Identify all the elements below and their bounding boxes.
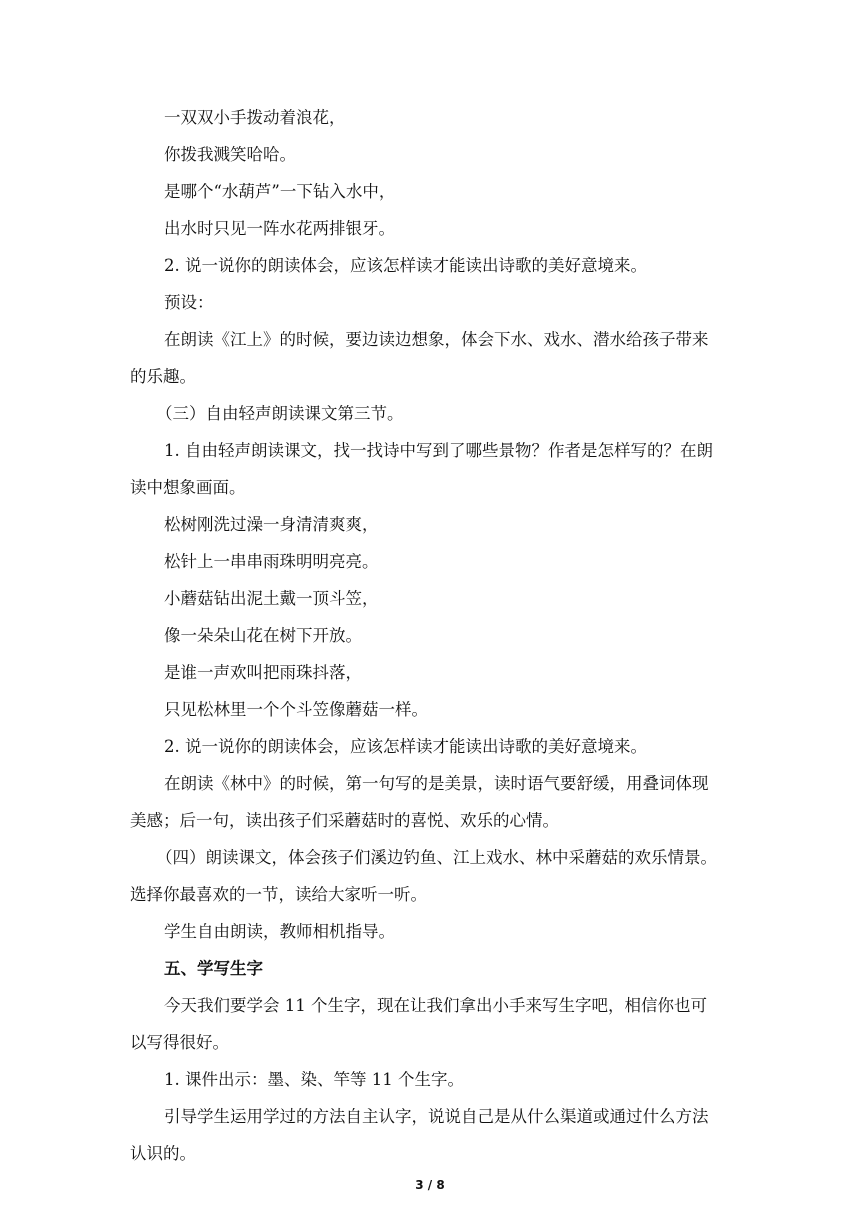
section-heading: （四）朗读课文，体会孩子们溪边钓鱼、江上戏水、林中采蘑菇的欢乐情景。 — [156, 848, 717, 867]
poem-line: 是谁一声欢叫把雨珠抖落， — [164, 663, 362, 682]
paragraph: 预设： — [164, 293, 214, 312]
paragraph: 认识的。 — [130, 1144, 196, 1163]
section-heading: （三）自由轻声朗读课文第三节。 — [156, 404, 404, 423]
paragraph: 选择你最喜欢的一节，读给大家听一听。 — [130, 885, 427, 904]
poem-line: 小蘑菇钻出泥土戴一顶斗笠， — [164, 589, 379, 608]
paragraph: 的乐趣。 — [130, 367, 196, 386]
poem-line: 出水时只见一阵水花两排银牙。 — [164, 219, 395, 238]
poem-line: 像一朵朵山花在树下开放。 — [164, 626, 362, 645]
paragraph: 引导学生运用学过的方法自主认字，说说自己是从什么渠道或通过什么方法 — [164, 1107, 709, 1126]
paragraph: 以写得很好。 — [130, 1033, 229, 1052]
paragraph: 2. 说一说你的朗读体会，应该怎样读才能读出诗歌的美好意境来。 — [164, 737, 647, 756]
paragraph: 学生自由朗读，教师相机指导。 — [164, 922, 395, 941]
paragraph: 2. 说一说你的朗读体会，应该怎样读才能读出诗歌的美好意境来。 — [164, 256, 647, 275]
paragraph: 在朗读《江上》的时候，要边读边想象，体会下水、戏水、潜水给孩子带来 — [164, 330, 709, 349]
poem-line: 松树刚洗过澡一身清清爽爽， — [164, 515, 379, 534]
poem-line: 只见松林里一个个斗笠像蘑菇一样。 — [164, 700, 428, 719]
poem-line: 一双双小手拨动着浪花， — [164, 108, 346, 127]
section-title: 五、学写生字 — [164, 959, 263, 978]
poem-line: 你拨我溅笑哈哈。 — [164, 145, 296, 164]
paragraph: 1. 自由轻声朗读课文，找一找诗中写到了哪些景物？作者是怎样写的？在朗 — [164, 441, 713, 460]
paragraph: 在朗读《林中》的时候，第一句写的是美景，读时语气要舒缓，用叠词体现 — [164, 774, 709, 793]
page-number: 3 / 8 — [415, 1178, 445, 1192]
paragraph: 读中想象画面。 — [130, 478, 246, 497]
paragraph: 今天我们要学会 11 个生字，现在让我们拿出小手来写生字吧，相信你也可 — [164, 996, 707, 1015]
poem-line: 松针上一串串雨珠明明亮亮。 — [164, 552, 379, 571]
paragraph: 美感；后一句，读出孩子们采蘑菇时的喜悦、欢乐的心情。 — [130, 811, 559, 830]
poem-line: 是哪个“水葫芦”一下钻入水中， — [164, 182, 396, 201]
paragraph: 1. 课件出示：墨、染、竿等 11 个生字。 — [164, 1070, 464, 1089]
